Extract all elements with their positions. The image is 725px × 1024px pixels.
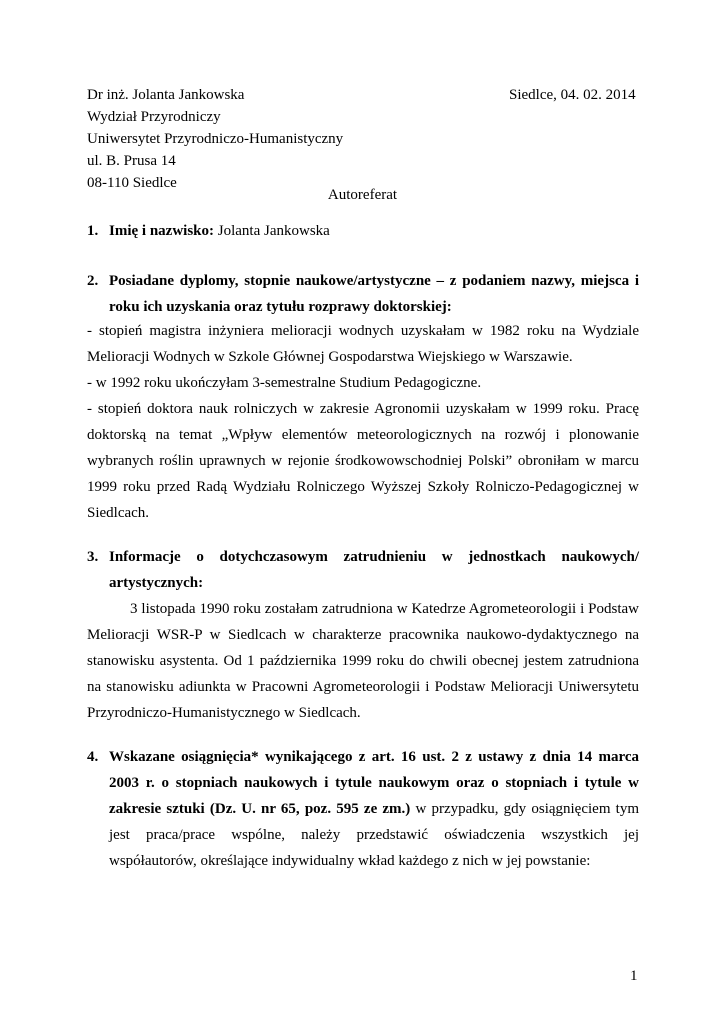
heading-label: Wskazane osiągnięcia* wynikającego z art. 16 ust. 2 z ustawy z dnia 14 marca 2003 r. o stopniach naukowych i tytule naukowym oraz o stopniach i tytule w zakresie sztuki (Dz. U. nr 65, poz. 595 ze zm.) [109,749,639,817]
section-number: 3. [87,549,99,565]
section-heading [109,218,639,244]
section-4 [87,744,639,874]
faculty: Wydział Przyrodniczy [87,109,221,125]
section-heading [109,744,639,874]
heading-value: w przypadku, gdy osiągnięciem tym jest praca/prace wspólne, należy przedstawić oświadczenia wszystkich jej współautorów, określające indywidualny wkład każdego z nich w jej powstanie: [109,801,639,869]
section-heading: Posiadane dyplomy, stopnie naukowe/artystyczne – z podaniem nazwy, miejsca i roku ich uzyskania oraz tytułu rozprawy doktorskiej: [109,273,639,315]
document-title: Autoreferat [327,187,398,203]
section-number: 1. [87,223,99,239]
postal-city: 08-110 Siedlce [87,175,177,191]
paragraph: - stopień magistra inżyniera melioracji wodnych uzyskałam w 1982 roku na Wydziale Melioracji Wodnych w Szkole Głównej Gospodarstwa Wiejskiego w Warszawie. [87,323,639,365]
page-number: 1 [630,968,638,984]
section-number: 2. [87,273,99,289]
section-3 [87,544,639,596]
author-name: Dr inż. Jolanta Jankowska [87,87,245,103]
paragraph: - w 1992 roku ukończyłam 3-semestralne Studium Pedagogiczne. [87,375,482,391]
street: ul. B. Prusa 14 [87,153,176,169]
author-address-block [87,84,343,194]
paragraph: - stopień doktora nauk rolniczych w zakresie Agronomii uzyskałam w 1999 roku. Pracę doktorską na temat „Wpływ elementów meteorologicznych na rozwój i plonowanie wybranych roślin uprawnych w rejonie środkowowschodniej Polski” obroniłam w marcu 1999 roku przed Radą Wydziału Rolniczego Wyższej Szkoły Rolniczo-Pedagogicznej w Siedlcach. [87,401,639,521]
section-1 [87,218,639,244]
university: Uniwersytet Przyrodniczo-Humanistyczny [87,131,344,147]
heading-value: Jolanta Jankowska [214,223,330,239]
section-number: 4. [87,749,99,765]
section-2 [87,268,639,320]
section-3-body [87,596,639,726]
section-2-body [87,318,639,526]
section-heading: Informacje o dotychczasowym zatrudnieniu w jednostkach naukowych/ artystycznych: [109,549,639,591]
paragraph: 3 listopada 1990 roku zostałam zatrudniona w Katedrze Agrometeorologii i Podstaw Melioracji WSR-P w Siedlcach w charakterze pracownika naukowo-dydaktycznego na stanowisku asystenta. Od 1 października 1999 roku do chwili obecnej jestem zatrudniona na stanowisku adiunkta w Pracowni Agrometeorologii i Podstaw Melioracji Uniwersytetu Przyrodniczo-Humanistycznego w Siedlcach. [87,601,639,721]
document-date: Siedlce, 04. 02. 2014 [509,87,636,103]
heading-label: Imię i nazwisko: [109,223,214,239]
